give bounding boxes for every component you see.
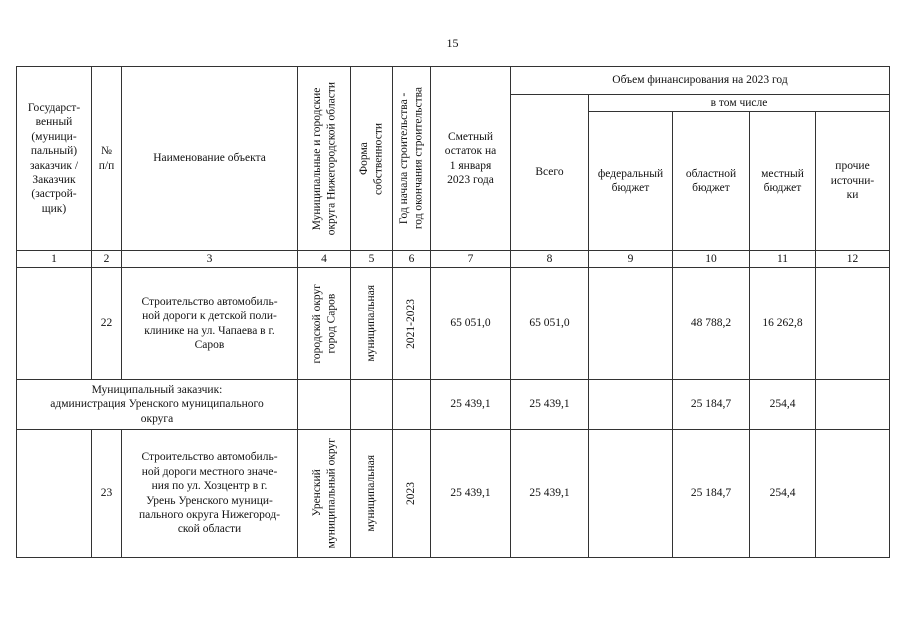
- row-customer-cell: [17, 268, 92, 380]
- customer-row-label: Муниципальный заказчик: администрация Уренского муниципального округа: [17, 380, 298, 430]
- row-municipality: [298, 268, 351, 380]
- customer-row-estimated: 25 439,1: [431, 380, 511, 430]
- table-row: [17, 268, 890, 380]
- row-municipality: [298, 430, 351, 558]
- column-number: 5: [351, 251, 393, 268]
- column-number: 10: [673, 251, 750, 268]
- header-regional: областной бюджет: [673, 112, 750, 251]
- customer-row-empty: [351, 380, 393, 430]
- row-regional: 48 788,2: [673, 268, 750, 380]
- customer-row-federal: [589, 380, 673, 430]
- header-financing-group: Объем финансирования на 2023 год: [511, 67, 890, 95]
- header-years-text: Год начала строительства - год окончания строительства: [398, 87, 425, 230]
- row-number: 22: [92, 268, 122, 380]
- row-customer-cell: [17, 430, 92, 558]
- header-ownership: [351, 67, 393, 251]
- page-number: 15: [446, 36, 459, 50]
- row-federal: [589, 268, 673, 380]
- header-customer: Государст- венный (муници- пальный) заказчик / Заказчик (застрой- щик): [17, 67, 92, 251]
- financing-table: [16, 66, 890, 558]
- row-estimated: 65 051,0: [431, 268, 511, 380]
- row-years: [393, 268, 431, 380]
- header-including: в том числе: [589, 95, 890, 112]
- header-years: [393, 67, 431, 251]
- row-years-text: 2023: [405, 482, 418, 505]
- row-ownership: [351, 268, 393, 380]
- row-municipality-text: городской округ город Саров: [310, 283, 337, 364]
- column-number: 7: [431, 251, 511, 268]
- column-number: 9: [589, 251, 673, 268]
- row-regional: 25 184,7: [673, 430, 750, 558]
- header-ownership-text: Форма собственности: [358, 122, 385, 195]
- header-municipality-text: Муниципальные и городские округа Нижегородской области: [310, 81, 337, 236]
- column-number: 4: [298, 251, 351, 268]
- header-number: № п/п: [92, 67, 122, 251]
- header-object-name: Наименование объекта: [122, 67, 298, 251]
- row-total: 65 051,0: [511, 268, 589, 380]
- header-other: прочие источни- ки: [816, 112, 890, 251]
- row-other: [816, 268, 890, 380]
- customer-row-local: 254,4: [750, 380, 816, 430]
- row-years-text: 2021-2023: [405, 298, 418, 349]
- customer-row: [17, 380, 890, 430]
- header-local: местный бюджет: [750, 112, 816, 251]
- header-row-1: [17, 67, 890, 95]
- header-total: Всего: [511, 95, 589, 251]
- row-total: 25 439,1: [511, 430, 589, 558]
- row-ownership-text: муниципальная: [365, 285, 378, 362]
- column-number: 12: [816, 251, 890, 268]
- row-estimated: 25 439,1: [431, 430, 511, 558]
- column-number: 1: [17, 251, 92, 268]
- column-number-row: [17, 251, 890, 268]
- row-number: 23: [92, 430, 122, 558]
- row-object-name: Строительство автомобиль- ной дороги к детской поли- клинике на ул. Чапаева в г. Саров: [122, 268, 298, 380]
- header-municipality: [298, 67, 351, 251]
- header-federal: федеральный бюджет: [589, 112, 673, 251]
- row-local: 16 262,8: [750, 268, 816, 380]
- header-estimated-balance: Сметный остаток на 1 января 2023 года: [431, 67, 511, 251]
- row-years: [393, 430, 431, 558]
- customer-row-empty: [393, 380, 431, 430]
- customer-row-empty: [298, 380, 351, 430]
- customer-row-other: [816, 380, 890, 430]
- table-row: [17, 430, 890, 558]
- row-ownership-text: муниципальная: [365, 455, 378, 532]
- customer-row-regional: 25 184,7: [673, 380, 750, 430]
- column-number: 2: [92, 251, 122, 268]
- customer-row-total: 25 439,1: [511, 380, 589, 430]
- row-local: 254,4: [750, 430, 816, 558]
- column-number: 6: [393, 251, 431, 268]
- row-federal: [589, 430, 673, 558]
- row-ownership: [351, 430, 393, 558]
- column-number: 8: [511, 251, 589, 268]
- column-number: 11: [750, 251, 816, 268]
- column-number: 3: [122, 251, 298, 268]
- row-object-name: Строительство автомобиль- ной дороги местного значе- ния по ул. Хозцентр в г. Урень Уренского муници- пального округа Нижегород- ской области: [122, 430, 298, 558]
- row-municipality-text: Уренский муниципальный округ: [310, 438, 337, 549]
- row-other: [816, 430, 890, 558]
